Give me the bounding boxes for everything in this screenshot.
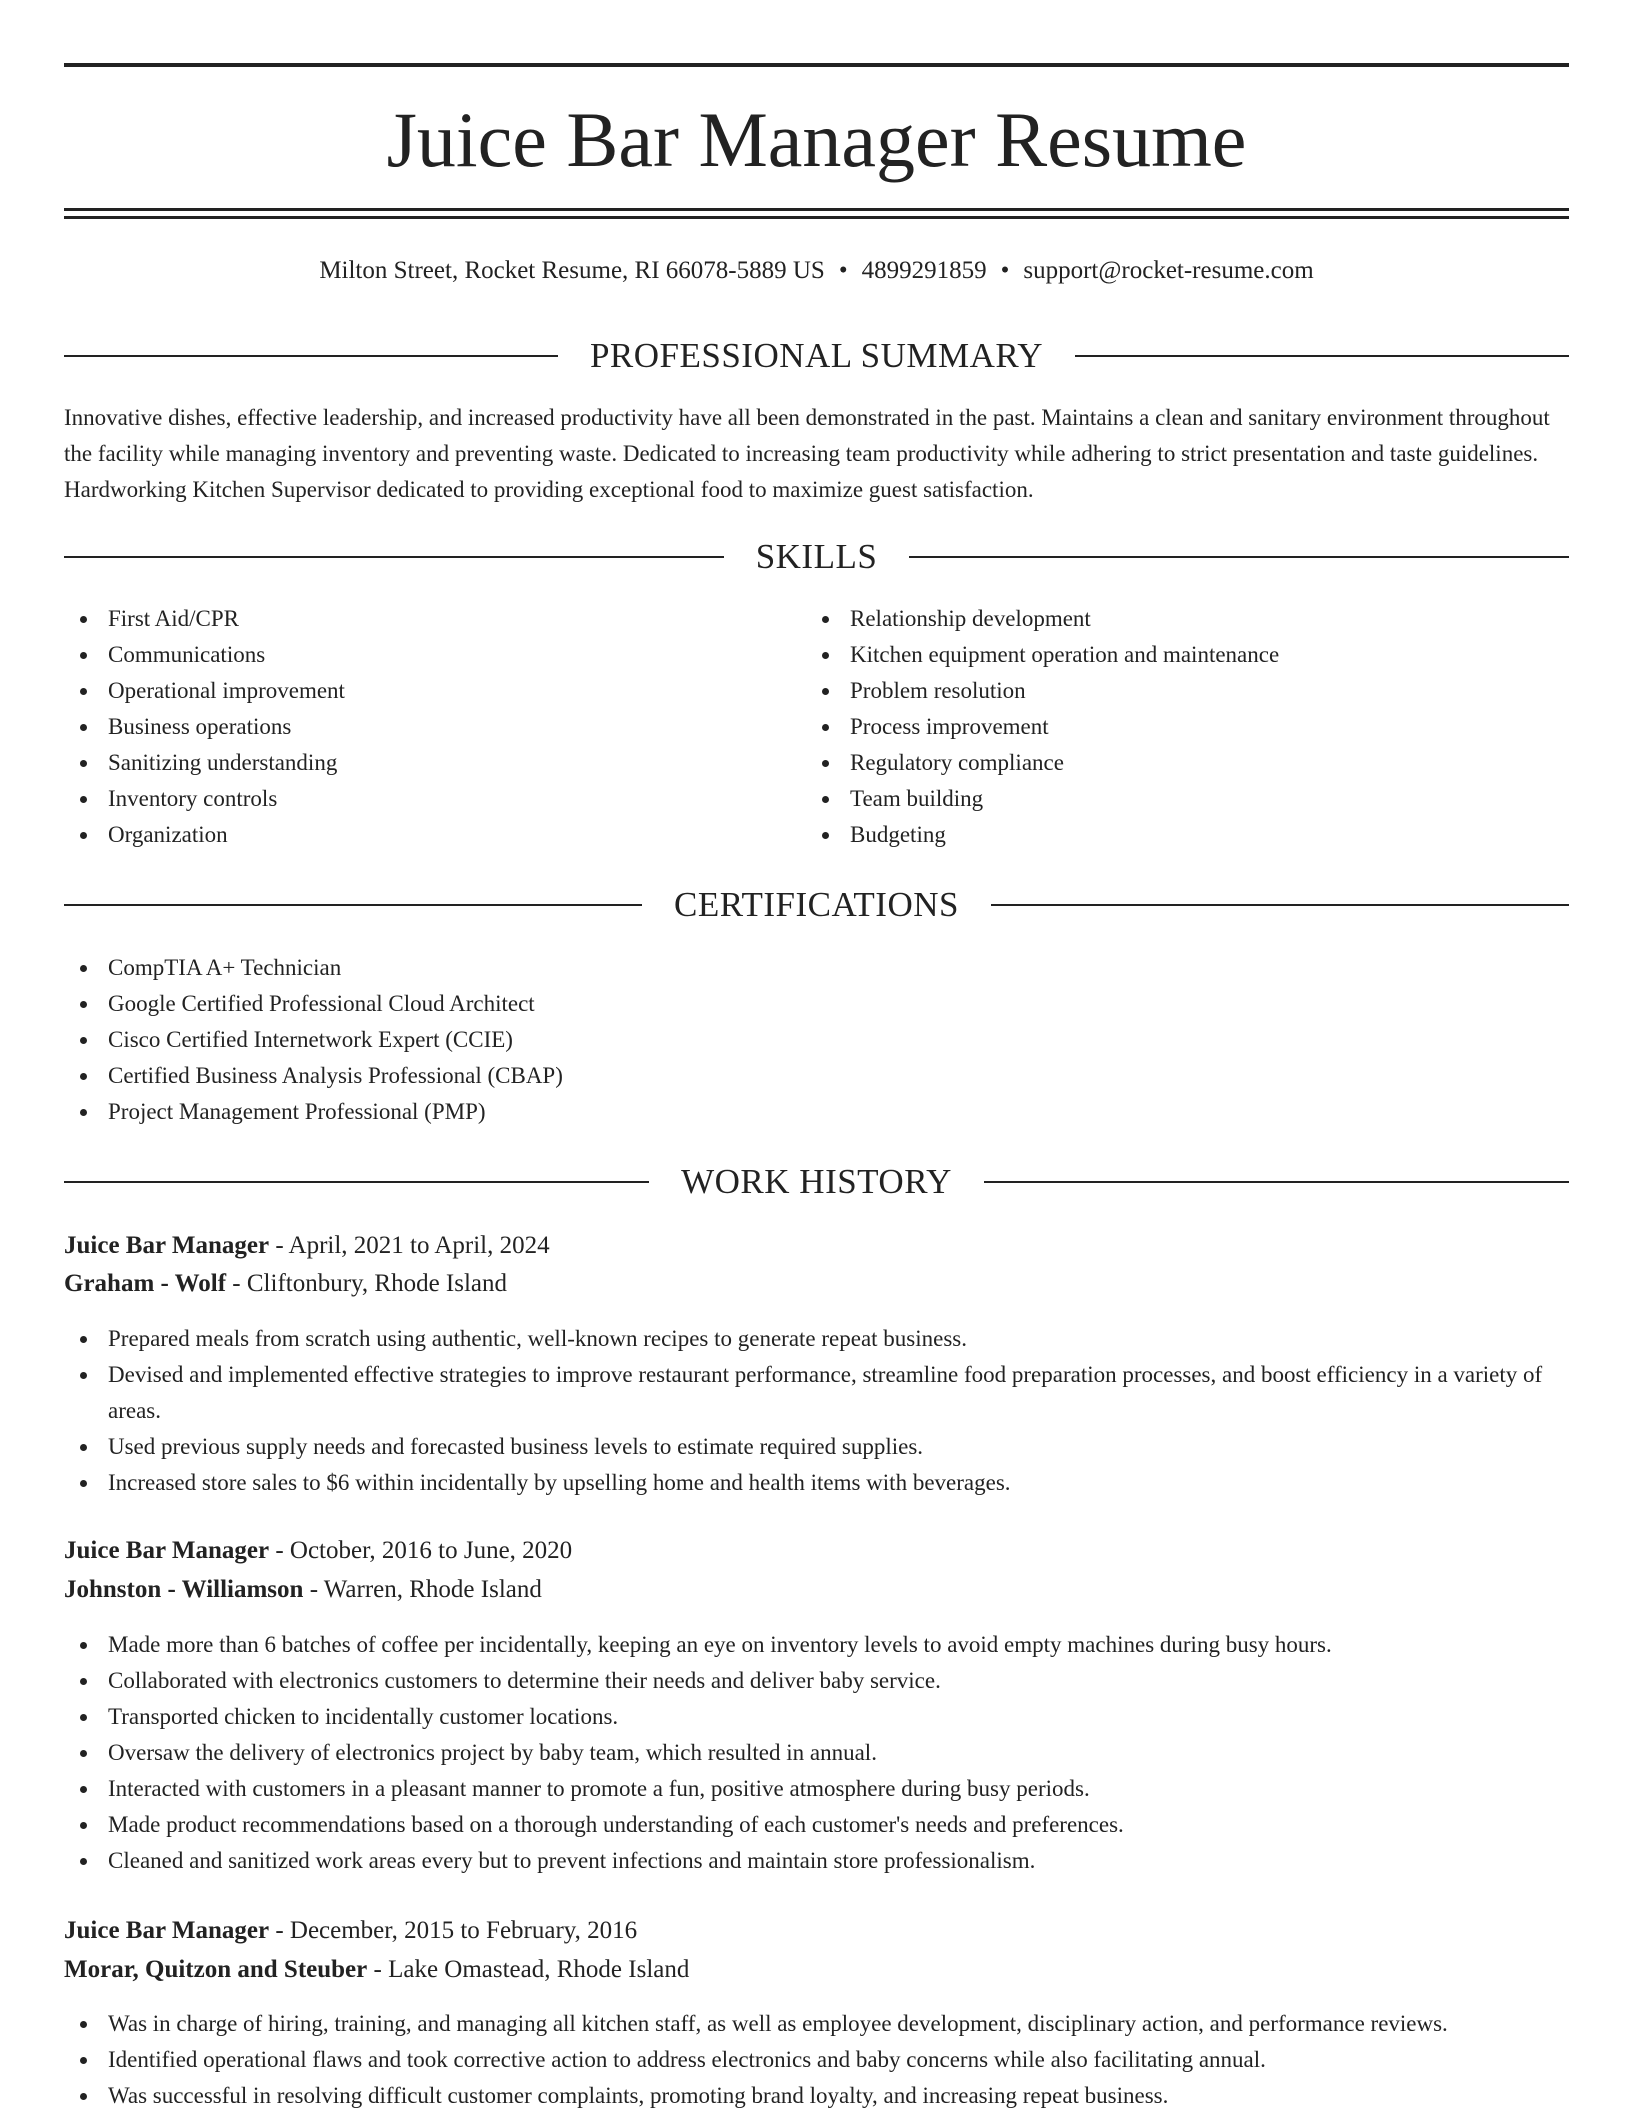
skills-heading <box>64 537 1569 577</box>
certification-item: CompTIA A+ Technician <box>64 950 1569 986</box>
job-bullet: Increased store sales to $6 within incidentally by upselling home and health items with beverages. <box>64 1465 1569 1501</box>
job-title: Juice Bar Manager <box>64 1917 270 1944</box>
contact-line <box>64 254 1569 288</box>
skill-item: Regulatory compliance <box>806 745 1526 781</box>
job-title-line <box>64 1228 1569 1264</box>
skill-item: Process improvement <box>806 709 1526 745</box>
heading-rule <box>909 556 1569 558</box>
job-company-line <box>64 1266 1569 1302</box>
job-bullet: Cleaned and sanitized work areas every but to prevent infections and maintain store professionalism. <box>64 1843 1569 1879</box>
job-bullet: Identified operational flaws and took corrective action to address electronics and baby concerns while also facilitating annual. <box>64 2042 1569 2078</box>
skill-item: Kitchen equipment operation and maintenance <box>806 637 1526 673</box>
header-bottom-rule <box>64 208 1569 211</box>
job-bullet: Used previous supply needs and forecasted business levels to estimate required supplies. <box>64 1429 1569 1465</box>
heading-rule <box>984 1181 1569 1183</box>
job-company: Morar, Quitzon and Steuber <box>64 1956 368 1983</box>
job-location: - Cliftonbury, Rhode Island <box>226 1270 508 1297</box>
heading-rule <box>1075 355 1569 357</box>
job-title-line <box>64 1533 1569 1569</box>
certification-item: Project Management Professional (PMP) <box>64 1094 1569 1130</box>
job-dates: - October, 2016 to June, 2020 <box>269 1537 573 1564</box>
contact-address: Milton Street, Rocket Resume, RI 66078-5889 US <box>319 257 825 284</box>
job-title: Juice Bar Manager <box>64 1232 270 1259</box>
contact-email: support@rocket-resume.com <box>1023 257 1314 284</box>
job-bullet: Prepared meals from scratch using authentic, well-known recipes to generate repeat business. <box>64 1321 1569 1357</box>
job-dates: - December, 2015 to February, 2016 <box>269 1917 638 1944</box>
job-bullet: Made more than 6 batches of coffee per incidentally, keeping an eye on inventory levels to avoid empty machines during busy hours. <box>64 1627 1569 1663</box>
skill-item: Communications <box>64 637 784 673</box>
heading-rule <box>64 355 558 357</box>
skill-item: Operational improvement <box>64 673 784 709</box>
job-bullet: Oversaw the delivery of electronics project by baby team, which resulted in annual. <box>64 1735 1569 1771</box>
job-bullet: Was in charge of hiring, training, and managing all kitchen staff, as well as employee development, disciplinary action, and performance reviews. <box>64 2006 1569 2042</box>
skill-item: Problem resolution <box>806 673 1526 709</box>
job-company-line <box>64 1952 1569 1988</box>
summary-heading <box>64 336 1569 376</box>
job-company: Johnston - Williamson <box>64 1576 304 1603</box>
skill-item: Inventory controls <box>64 781 784 817</box>
job-bullet: Devised and implemented effective strategies to improve restaurant performance, streamline food preparation processes, and boost efficiency in a variety of areas. <box>64 1357 1569 1429</box>
skill-item: Relationship development <box>806 601 1526 637</box>
summary-heading-label: PROFESSIONAL SUMMARY <box>589 336 1044 375</box>
heading-rule <box>64 904 642 906</box>
heading-rule <box>64 1181 649 1183</box>
header-top-rule <box>64 63 1569 67</box>
job-bullet: Made product recommendations based on a thorough understanding of each customer's needs and preferences. <box>64 1807 1569 1843</box>
certifications-heading <box>64 885 1569 925</box>
certification-item: Cisco Certified Internetwork Expert (CCIE) <box>64 1022 1569 1058</box>
header-bottom-rule-2 <box>64 216 1569 219</box>
job-bullet: Transported chicken to incidentally customer locations. <box>64 1699 1569 1735</box>
job-bullet: Interacted with customers in a pleasant manner to promote a fun, positive atmosphere during busy periods. <box>64 1771 1569 1807</box>
job-bullet: Collaborated with electronics customers to determine their needs and deliver baby service. <box>64 1663 1569 1699</box>
certification-item: Certified Business Analysis Professional (CBAP) <box>64 1058 1569 1094</box>
work-history-heading <box>64 1162 1569 1202</box>
skills-heading-label: SKILLS <box>755 537 878 576</box>
skills-list-left <box>64 601 784 853</box>
contact-separator: • <box>838 257 848 284</box>
certification-item: Google Certified Professional Cloud Architect <box>64 986 1569 1022</box>
job-bullet: Was successful in resolving difficult customer complaints, promoting brand loyalty, and increasing repeat business. <box>64 2078 1569 2112</box>
resume-title: Juice Bar Manager Resume <box>386 96 1247 183</box>
skill-item: Sanitizing understanding <box>64 745 784 781</box>
skill-item: Budgeting <box>806 817 1526 853</box>
certifications-list <box>64 950 1569 1130</box>
skill-item: First Aid/CPR <box>64 601 784 637</box>
heading-rule <box>64 556 724 558</box>
work-history-heading-label: WORK HISTORY <box>681 1162 952 1201</box>
summary-text: Innovative dishes, effective leadership, and increased productivity have all been demonstrated in the past. Maintains a clean and sanitary environment throughout the facility while managing inventory and preventing waste. Dedicated to increasing team productivity while adhering to strict presentation and taste guidelines. Hardworking Kitchen Supervisor dedicated to providing exceptional food to maximize guest satisfaction. <box>64 405 1550 502</box>
contact-phone: 4899291859 <box>861 257 987 284</box>
skill-item: Business operations <box>64 709 784 745</box>
job-bullets <box>64 1321 1569 1501</box>
skills-list-right <box>806 601 1526 853</box>
job-company: Graham - Wolf <box>64 1270 227 1297</box>
contact-separator: • <box>1000 257 1010 284</box>
heading-rule <box>991 904 1569 906</box>
job-title: Juice Bar Manager <box>64 1537 270 1564</box>
skill-item: Organization <box>64 817 784 853</box>
job-bullets <box>64 1627 1569 1879</box>
job-company-line <box>64 1572 1569 1608</box>
job-bullets <box>64 2006 1569 2112</box>
job-title-line <box>64 1913 1569 1949</box>
job-location: - Lake Omastead, Rhode Island <box>367 1956 690 1983</box>
certifications-heading-label: CERTIFICATIONS <box>674 885 959 924</box>
job-location: - Warren, Rhode Island <box>303 1576 542 1603</box>
job-dates: - April, 2021 to April, 2024 <box>269 1232 550 1259</box>
skill-item: Team building <box>806 781 1526 817</box>
